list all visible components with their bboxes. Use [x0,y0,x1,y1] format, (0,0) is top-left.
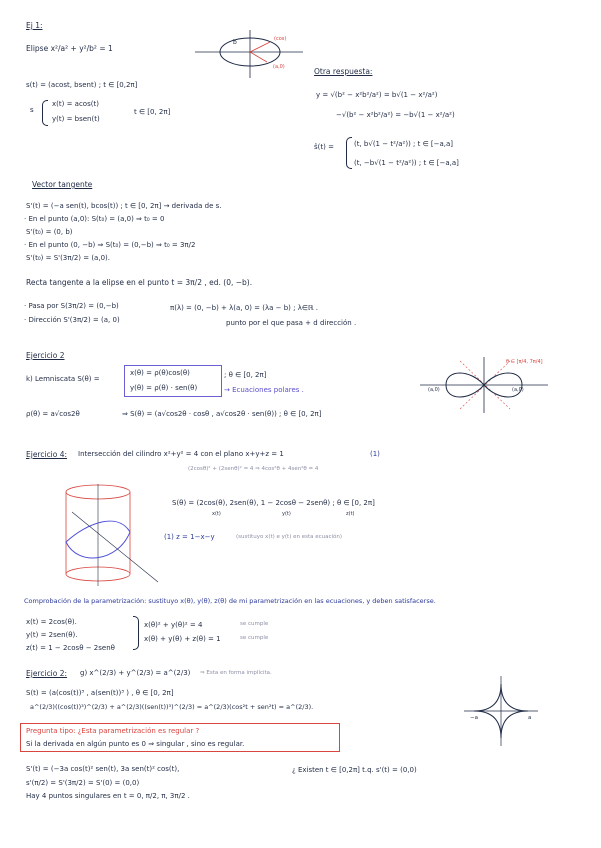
lemniscate-theta-label: θ ∈ [π/4, 7π/4] [506,359,543,365]
astroid-a-label: a [528,715,532,721]
ej4-title-num: (1) [370,450,380,458]
otra-title: Otra respuesta: [314,67,373,76]
ej1-elipse: Elipse x²/a² + y²/b² = 1 [26,44,113,53]
ej1-sys1: x(t) = acos(t) [52,100,99,108]
ej2b-check: a^(2/3)((cos(t))³)^(2/3) + a^(2/3)((sen(t))³)^(2/3) = a^(2/3)(cos²t + sen²t) = a^(2/3). [30,703,314,711]
ej2-heading: Ejercicio 2 [26,351,65,360]
tangente-pasa: · Pasa por S(3π/2) = (0,−b) [24,302,119,310]
tangente-rec2: punto por el que pasa + d dirección . [226,319,357,327]
ej4-c1: x(θ)² + y(θ)² = 4 [144,621,203,629]
lemniscate-left-label: (a,0) [428,387,440,393]
ej1-param: s(t) = (acost, bsent) ; t ∈ [0,2π] [26,81,138,89]
ej4-z-eq: (1) z = 1−x−y [164,533,215,541]
ej2b-d2: s'(π/2) = S'(3π/2) = S'(0) = (0,0) [26,779,140,787]
ej1-sys-t: t ∈ [0, 2π] [134,108,171,116]
ej2b-d1: S'(t) = (−3a cos(t)² sen(t), 3a sen(t)² cos(t), [26,765,180,773]
ej2b-g-note: ⇒ Esta en forma implícita. [200,670,272,676]
ej1-sys2: y(t) = bsen(t) [52,115,100,123]
tangente-rec: π(λ) = (0, −b) + λ(a, 0) = (λa − b) ; λ∈ℝ . [170,304,318,312]
ej2-result: ⇒ S(θ) = (a√cos2θ · cosθ , a√cos2θ · sen(θ)) ; θ ∈ [0, 2π] [122,410,322,418]
ej2b-d1b: ¿ Existen t ∈ [0,2π] t.q. s'(t) = (0,0) [292,766,417,774]
ej2-lem: k) Lemniscata S(θ) = [26,375,100,383]
ej4-z: z(t) = 1 − 2cosθ − 2senθ [26,644,115,652]
ej4-xt: x(t) [212,511,221,517]
tangente-l1: S'(t) = (−a sen(t), bcos(t)) ; t ∈ [0, 2π] → derivada de s. [26,202,222,210]
ej4-cumple1: se cumple [240,621,269,627]
cylinder-figure [58,482,168,592]
ej4-y: y(t) = 2sen(θ). [26,631,78,639]
ej2-polares: → Ecuaciones polares . [224,386,304,394]
tangente-l2: · En el punto (a,0): S(t₀) = (a,0) ⇒ t₀ = 0 [24,215,165,223]
ej4-sub: (2cosθ)² + (2senθ)² = 4 ⇒ 4cos²θ + 4sen²θ = 4 [188,466,319,472]
ej2-rho: ρ(θ) = a√cos2θ [26,410,80,418]
otra-s1: (t, b√(1 − t²/a²)) ; t ∈ [−a,a] [354,140,454,148]
otra-y2: −√(b² − x²b²/a²) = −b√(1 − x²/a²) [336,111,455,119]
ej4-s-def: S(θ) = (2cos(θ), 2sen(θ), 1 − 2cosθ − 2senθ) ; θ ∈ [0, 2π] [172,499,375,507]
ej2b-q1: Pregunta tipo: ¿Esta parametrización es regular ? [26,727,200,735]
ej4-zt: z(t) [346,511,355,517]
lemniscate-right-label: (a,0) [512,387,524,393]
tangente-l3: S'(t₀) = (0, b) [26,228,73,236]
ej4-x: x(t) = 2cos(θ). [26,618,77,626]
ej1-brace [42,100,48,126]
ej2-box2: y(θ) = ρ(θ) · sen(θ) [130,384,198,392]
ellipse-cos-label: (cos) [274,36,287,42]
ej1-heading: Ej 1: [26,21,43,30]
ej2-box1: x(θ) = ρ(θ)cos(θ) [130,369,190,377]
tangente-dir: · Dirección S'(3π/2) = (a, 0) [24,316,120,324]
tangente-recta: Recta tangente a la elipse en el punto t = 3π/2 , ed. (0, −b). [26,278,253,287]
ej1-s-label: s [30,106,34,114]
tangente-l5: S'(t₀) = S'(3π/2) = (a,0). [26,254,110,262]
ej2b-s: S(t) = (a(cos(t))³ , a(sen(t))³ ) , θ ∈ [0, 2π] [26,689,174,697]
ej4-c2: x(θ) + y(θ) + z(θ) = 1 [144,635,221,643]
ej4-heading: Ejercicio 4: [26,450,68,459]
ej4-yt: y(t) [282,511,291,517]
ellipse-b-label: b [233,39,237,46]
tangente-heading: Vector tangente [32,180,93,189]
ej4-cumple2: se cumple [240,635,269,641]
otra-s2: (t, −b√(1 − t²/a²)) ; t ∈ [−a,a] [354,159,459,167]
ellipse-figure [195,30,305,80]
astroid-figure [464,676,538,746]
otra-y: y = √(b² − x²b²/a²) = b√(1 − x²/a²) [316,91,438,99]
tangente-l4: · En el punto (0, −b) ⇒ S(t₀) = (0,−b) ⇒ t₀ = 3π/2 [24,241,196,249]
ej4-title: Intersección del cilindro x²+y² = 4 con el plano x+y+z = 1 [78,450,284,458]
otra-s-label: ŝ(t) = [314,143,334,151]
ej4-comp: Comprobación de la parametrización: sustituyo x(θ), y(θ), z(θ) de mi parametrización en las ecuaciones, y deben satisfacerse. [24,597,436,605]
ej2b-q2: Si la derivada en algún punto es 0 ⇒ singular , sino es regular. [26,740,245,748]
ej2b-d3: Hay 4 puntos singulares en t = 0, π/2, π, 3π/2 . [26,792,190,800]
astroid-na-label: −a [470,715,478,721]
ellipse-a-label: (a,0) [273,64,285,70]
otra-brace [346,137,352,169]
ej2b-g: g) x^(2/3) + y^(2/3) = a^(2/3) [80,669,191,677]
ej2b-heading: Ejercicio 2: [26,669,68,678]
ej4-z-note: (sustituyo x(t) e y(t) en esta ecuación) [236,534,343,540]
ej2-range: ; θ ∈ [0, 2π] [224,371,267,379]
ej4-brace [133,616,139,650]
